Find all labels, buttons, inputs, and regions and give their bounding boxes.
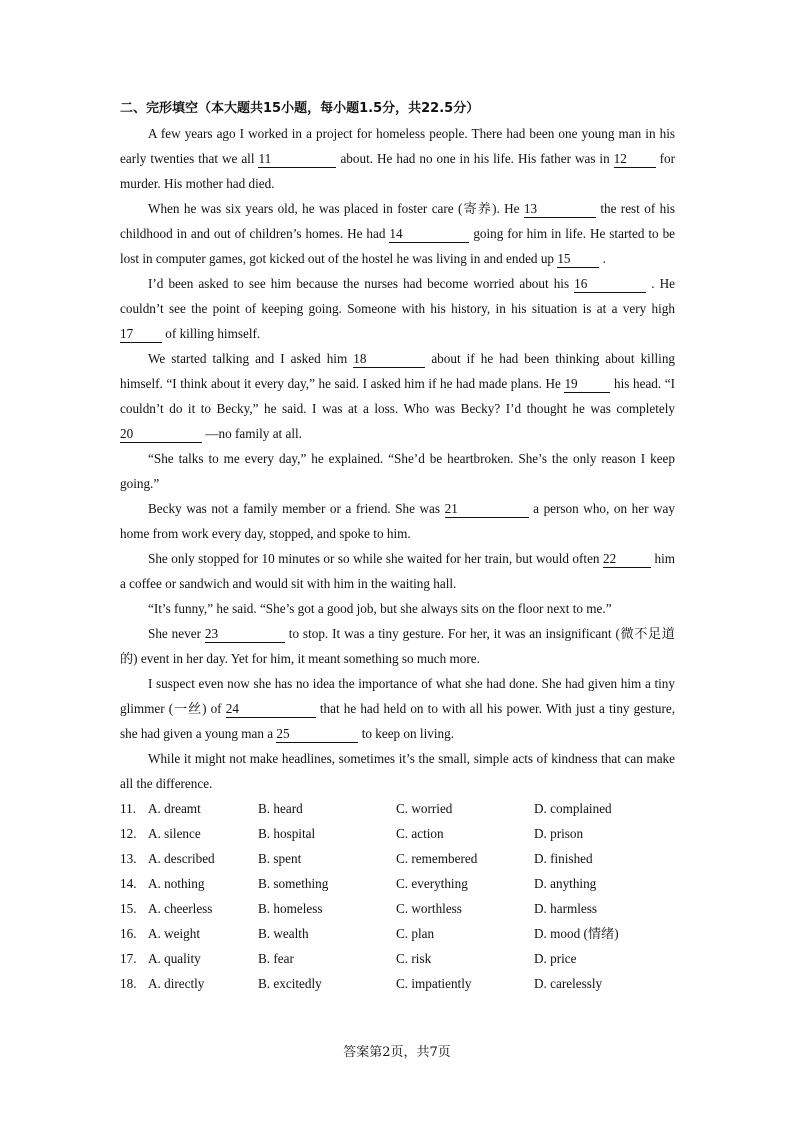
question-number: 17.	[120, 951, 137, 966]
blank-15: 15	[557, 250, 599, 268]
paragraph-text: Becky was not a family member or a friend. She was	[148, 501, 445, 516]
option-row-17	[120, 946, 675, 971]
option-a: A. quality	[148, 951, 201, 966]
blank-24: 24	[226, 700, 316, 718]
option-d: D. mood (情绪)	[534, 926, 619, 941]
option-row-18	[120, 971, 675, 996]
paragraph	[120, 346, 675, 446]
paragraph-text: We started talking and I asked him	[148, 351, 354, 366]
option-b: B. fear	[258, 951, 294, 966]
paragraph	[120, 746, 675, 796]
question-number: 13.	[120, 851, 137, 866]
option-c: C. impatiently	[396, 976, 472, 991]
paragraph	[120, 121, 675, 196]
paragraph-text: I’d been asked to see him because the nurses had become worried about his	[148, 276, 575, 291]
option-c: C. remembered	[396, 851, 478, 866]
option-d: D. carelessly	[534, 976, 603, 991]
option-row-11	[120, 796, 675, 821]
option-c: C. worried	[396, 801, 453, 816]
option-b: B. something	[258, 876, 329, 891]
blank-22: 22	[603, 550, 651, 568]
option-d: D. finished	[534, 851, 593, 866]
option-row-15	[120, 896, 675, 921]
option-c: C. plan	[396, 926, 435, 941]
option-b: B. spent	[258, 851, 302, 866]
paragraph-text: his head. “I couldn’t do it to Becky,” he said. I was at a loss. Who was Becky? I’d thought he was completely	[120, 376, 676, 416]
blank-17: 17	[120, 325, 162, 343]
option-a: A. silence	[148, 826, 201, 841]
paragraph-text: She only stopped for 10 minutes or so while she waited for her train, but would often	[148, 551, 603, 566]
option-row-13	[120, 846, 675, 871]
option-d: D. harmless	[534, 901, 597, 916]
paragraph	[120, 271, 675, 346]
paragraph-text: about. He had no one in his life. His father was in	[340, 151, 614, 166]
blank-21: 21	[445, 500, 529, 518]
option-d: D. anything	[534, 876, 597, 891]
question-number: 16.	[120, 926, 137, 941]
paragraph	[120, 196, 675, 271]
option-c: C. risk	[396, 951, 432, 966]
option-c: C. worthless	[396, 901, 462, 916]
question-number: 11.	[120, 801, 136, 816]
blank-25: 25	[276, 725, 358, 743]
paragraph-text: that he had held on to with all his power. With just a tiny gesture, she had given a young man a	[120, 701, 676, 741]
paragraph-text: about if he had been thinking about killing himself. “I think about it every day,” he said. I asked him if he had made plans. He	[120, 351, 676, 391]
option-row-14	[120, 871, 675, 896]
question-number: 15.	[120, 901, 137, 916]
options-list	[120, 796, 675, 996]
option-a: A. directly	[148, 976, 205, 991]
question-number: 18.	[120, 976, 137, 991]
option-d: D. price	[534, 951, 577, 966]
paragraph	[120, 596, 675, 621]
page-footer: 答案第2页，共7页	[343, 1045, 451, 1060]
paragraph-text: going for him in life. He started to be lost in computer games, got kicked out of the hostel he was living in and ended up	[120, 226, 676, 266]
blank-14: 14	[389, 225, 469, 243]
option-b: B. hospital	[258, 826, 316, 841]
paragraph-text: I suspect even now she has no idea the importance of what she had done. She had given him a tiny glimmer (一丝) of	[120, 676, 675, 716]
paragraph-text: to stop. It was a tiny gesture. For her, it was an insignificant (微不足道的) event in her day. Yet for him, it meant something so much more.	[120, 626, 675, 666]
paragraph	[120, 446, 675, 496]
paragraph-text: to keep on living.	[361, 726, 454, 741]
blank-13: 13	[524, 200, 596, 218]
option-d: D. complained	[534, 801, 612, 816]
paragraph-text: “She talks to me every day,” he explained. “She’d be heartbroken. She’s the only reason I keep going.”	[120, 451, 675, 491]
option-a: A. nothing	[148, 876, 205, 891]
paragraph	[120, 621, 675, 671]
paragraph-text: —no family at all.	[205, 426, 302, 441]
blank-23: 23	[205, 625, 285, 643]
option-row-16	[120, 921, 675, 946]
paragraph-text: She never	[148, 626, 205, 641]
option-b: B. heard	[258, 801, 303, 816]
blank-19: 19	[564, 375, 610, 393]
cloze-passage	[120, 121, 675, 796]
option-c: C. action	[396, 826, 444, 841]
option-c: C. everything	[396, 876, 468, 891]
blank-11: 11	[258, 150, 336, 168]
option-b: B. wealth	[258, 926, 309, 941]
blank-16: 16	[574, 275, 646, 293]
answer-page	[120, 96, 675, 996]
paragraph-text: a person who, on her way home from work every day, stopped, and spoke to him.	[120, 501, 675, 541]
blank-12: 12	[614, 150, 656, 168]
option-b: B. homeless	[258, 901, 323, 916]
question-number: 12.	[120, 826, 137, 841]
blank-20: 20	[120, 425, 202, 443]
option-a: A. described	[148, 851, 215, 866]
paragraph-text: .	[602, 251, 606, 266]
option-a: A. weight	[148, 926, 201, 941]
paragraph-text: When he was six years old, he was placed in foster care (寄养). He	[148, 201, 524, 216]
paragraph	[120, 671, 675, 746]
paragraph-text: him a coffee or sandwich and would sit with him in the waiting hall.	[120, 551, 675, 591]
paragraph	[120, 496, 675, 546]
paragraph-text: for murder. His mother had died.	[120, 151, 676, 191]
blank-18: 18	[353, 350, 425, 368]
paragraph-text: While it might not make headlines, sometimes it’s the small, simple acts of kindness that can make all the difference.	[120, 751, 675, 791]
paragraph-text: . He couldn’t see the point of keeping going. Someone with his history, in his situation is at a very high	[120, 276, 675, 316]
option-d: D. prison	[534, 826, 584, 841]
option-a: A. cheerless	[148, 901, 213, 916]
option-a: A. dreamt	[148, 801, 201, 816]
option-b: B. excitedly	[258, 976, 322, 991]
section-title: 二、完形填空（本大题共15小题，每小题1.5分，共22.5分）	[120, 101, 480, 116]
option-row-12	[120, 821, 675, 846]
question-number: 14.	[120, 876, 137, 891]
paragraph-text: the rest of his childhood in and out of children’s homes. He had	[120, 201, 675, 241]
paragraph-text: of killing himself.	[165, 326, 261, 341]
paragraph-text: “It’s funny,” he said. “She’s got a good job, but she always sits on the floor next to me.”	[148, 601, 612, 616]
paragraph	[120, 546, 675, 596]
paragraph-text: A few years ago I worked in a project for homeless people. There had been one young man in his early twenties that we all	[120, 126, 675, 166]
